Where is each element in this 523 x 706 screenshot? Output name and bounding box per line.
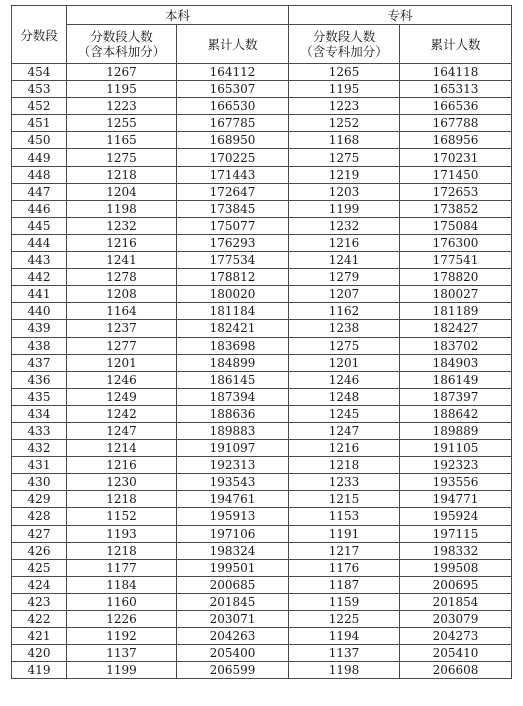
benke-count-cell: 1216 [67,234,177,251]
zhuanke-total-cell: 184903 [400,354,512,371]
benke-count-cell: 1193 [67,525,177,542]
zhuanke-count-cell: 1219 [289,166,400,183]
zhuanke-total-cell: 191105 [400,440,512,457]
zhuanke-total-cell: 166536 [400,98,512,115]
table-row [12,269,512,286]
zhuanke-total-cell: 177541 [400,252,512,269]
benke-count-cell: 1165 [67,132,177,149]
zhuanke-total-cell: 171450 [400,166,512,183]
score-cell: 447 [12,183,67,200]
benke-total-cell: 201845 [177,593,289,610]
zhuanke-count-cell: 1216 [289,234,400,251]
benke-count-cell: 1204 [67,183,177,200]
zhuanke-count-header [289,25,400,64]
score-cell: 426 [12,542,67,559]
benke-count-cell: 1218 [67,542,177,559]
table-row [12,81,512,98]
table-row [12,183,512,200]
benke-total-cell: 177534 [177,252,289,269]
benke-count-cell: 1218 [67,491,177,508]
zhuanke-total-cell: 176300 [400,234,512,251]
score-cell: 435 [12,388,67,405]
table-row [12,491,512,508]
benke-total-cell: 203071 [177,611,289,628]
table-row [12,422,512,439]
zhuanke-total-cell: 201854 [400,593,512,610]
score-cell: 443 [12,252,67,269]
benke-count-cell: 1164 [67,303,177,320]
benke-count-cell: 1237 [67,320,177,337]
zhuanke-total-cell: 194771 [400,491,512,508]
benke-total-cell: 188636 [177,405,289,422]
score-cell: 440 [12,303,67,320]
zhuanke-count-cell: 1153 [289,508,400,525]
table-row [12,252,512,269]
zhuanke-count-cell: 1194 [289,628,400,645]
benke-count-cell: 1218 [67,166,177,183]
score-cell: 454 [12,64,67,81]
benke-count-cell: 1267 [67,64,177,81]
table-row [12,337,512,354]
benke-count-cell: 1199 [67,662,177,679]
score-cell: 451 [12,115,67,132]
score-cell: 453 [12,81,67,98]
zhuanke-total-cell: 192323 [400,457,512,474]
zhuanke-count-cell: 1223 [289,98,400,115]
zhuanke-total-cell: 164118 [400,64,512,81]
benke-total-cell: 192313 [177,457,289,474]
zhuanke-total-cell: 189889 [400,422,512,439]
zhuanke-total-cell: 197115 [400,525,512,542]
zhuanke-count-header-line1: 分数段人数 [312,29,376,44]
score-cell: 442 [12,269,67,286]
zhuanke-count-cell: 1199 [289,200,400,217]
zhuanke-count-cell: 1252 [289,115,400,132]
score-cell: 421 [12,628,67,645]
score-cell: 431 [12,457,67,474]
zhuanke-count-cell: 1203 [289,183,400,200]
table-row [12,388,512,405]
table-row [12,234,512,251]
table-row [12,542,512,559]
table-row [12,559,512,576]
score-cell: 425 [12,559,67,576]
table-row [12,457,512,474]
benke-count-cell: 1255 [67,115,177,132]
score-cell: 446 [12,200,67,217]
score-cell: 419 [12,662,67,679]
benke-total-cell: 206599 [177,662,289,679]
zhuanke-total-cell: 183702 [400,337,512,354]
zhuanke-count-cell: 1232 [289,217,400,234]
score-cell: 441 [12,286,67,303]
table-row [12,320,512,337]
benke-total-cell: 171443 [177,166,289,183]
zhuanke-total-cell: 193556 [400,474,512,491]
zhuanke-count-cell: 1215 [289,491,400,508]
zhuanke-count-cell: 1233 [289,474,400,491]
benke-count-cell: 1232 [67,217,177,234]
header-row-groups [12,6,512,25]
benke-count-cell: 1223 [67,98,177,115]
zhuanke-total-cell: 167788 [400,115,512,132]
zhuanke-count-cell: 1198 [289,662,400,679]
zhuanke-total-cell: 173852 [400,200,512,217]
benke-count-cell: 1208 [67,286,177,303]
header-row-columns [12,25,512,64]
score-cell: 436 [12,371,67,388]
zhuanke-total-cell: 186149 [400,371,512,388]
score-cell: 434 [12,405,67,422]
zhuanke-total-header: 累计人数 [400,25,512,64]
zhuanke-total-cell: 203079 [400,611,512,628]
zhuanke-count-cell: 1248 [289,388,400,405]
zhuanke-total-cell: 206608 [400,662,512,679]
benke-count-cell: 1242 [67,405,177,422]
zhuanke-count-cell: 1207 [289,286,400,303]
table-body [12,64,512,679]
zhuanke-total-cell: 188642 [400,405,512,422]
score-column-header: 分数段 [12,6,67,64]
score-cell: 422 [12,611,67,628]
score-cell: 420 [12,645,67,662]
zhuanke-count-cell: 1246 [289,371,400,388]
score-cell: 430 [12,474,67,491]
benke-total-cell: 178812 [177,269,289,286]
score-cell: 424 [12,576,67,593]
table-row [12,98,512,115]
table-row [12,115,512,132]
benke-total-cell: 183698 [177,337,289,354]
benke-count-cell: 1226 [67,611,177,628]
zhuanke-total-cell: 204273 [400,628,512,645]
benke-total-cell: 205400 [177,645,289,662]
benke-total-cell: 191097 [177,440,289,457]
zhuanke-count-cell: 1238 [289,320,400,337]
score-cell: 423 [12,593,67,610]
table-row [12,371,512,388]
zhuanke-count-cell: 1265 [289,64,400,81]
score-cell: 433 [12,422,67,439]
benke-count-cell: 1247 [67,422,177,439]
zhuanke-count-cell: 1218 [289,457,400,474]
zhuanke-count-cell: 1195 [289,81,400,98]
table-row [12,64,512,81]
benke-total-cell: 200685 [177,576,289,593]
benke-count-cell: 1201 [67,354,177,371]
zhuanke-count-cell: 1247 [289,422,400,439]
benke-count-cell: 1275 [67,149,177,166]
benke-count-cell: 1241 [67,252,177,269]
score-cell: 429 [12,491,67,508]
benke-group-header: 本科 [67,6,289,25]
score-cell: 448 [12,166,67,183]
benke-count-cell: 1277 [67,337,177,354]
score-cell: 445 [12,217,67,234]
zhuanke-total-cell: 200695 [400,576,512,593]
table-row [12,149,512,166]
benke-count-cell: 1214 [67,440,177,457]
benke-total-cell: 167785 [177,115,289,132]
table-row [12,303,512,320]
benke-count-cell: 1230 [67,474,177,491]
benke-total-cell: 175077 [177,217,289,234]
benke-total-cell: 184899 [177,354,289,371]
zhuanke-count-cell: 1275 [289,149,400,166]
zhuanke-total-cell: 165313 [400,81,512,98]
table-row [12,628,512,645]
table-row [12,354,512,371]
zhuanke-count-cell: 1217 [289,542,400,559]
zhuanke-count-cell: 1191 [289,525,400,542]
score-cell: 432 [12,440,67,457]
table-row [12,132,512,149]
benke-total-cell: 189883 [177,422,289,439]
benke-total-cell: 193543 [177,474,289,491]
benke-count-cell: 1195 [67,81,177,98]
table-row [12,525,512,542]
score-cell: 439 [12,320,67,337]
benke-total-cell: 180020 [177,286,289,303]
benke-count-cell: 1184 [67,576,177,593]
score-cell: 452 [12,98,67,115]
table-row [12,576,512,593]
zhuanke-count-cell: 1216 [289,440,400,457]
benke-total-cell: 197106 [177,525,289,542]
benke-total-cell: 170225 [177,149,289,166]
zhuanke-count-cell: 1201 [289,354,400,371]
score-cell: 444 [12,234,67,251]
table-row [12,611,512,628]
score-cell: 428 [12,508,67,525]
table-row [12,286,512,303]
score-cell: 437 [12,354,67,371]
benke-count-cell: 1246 [67,371,177,388]
benke-total-cell: 176293 [177,234,289,251]
score-cell: 427 [12,525,67,542]
benke-count-cell: 1192 [67,628,177,645]
zhuanke-count-cell: 1275 [289,337,400,354]
benke-total-cell: 198324 [177,542,289,559]
benke-total-cell: 164112 [177,64,289,81]
zhuanke-total-cell: 168956 [400,132,512,149]
benke-count-cell: 1216 [67,457,177,474]
score-distribution-table [11,5,512,679]
score-cell: 438 [12,337,67,354]
score-cell: 449 [12,149,67,166]
benke-total-cell: 195913 [177,508,289,525]
zhuanke-total-cell: 195924 [400,508,512,525]
zhuanke-count-cell: 1162 [289,303,400,320]
table-row [12,166,512,183]
benke-count-header [67,25,177,64]
zhuanke-count-cell: 1241 [289,252,400,269]
zhuanke-count-cell: 1187 [289,576,400,593]
table-row [12,440,512,457]
zhuanke-count-cell: 1159 [289,593,400,610]
table-row [12,474,512,491]
benke-count-header-line2: （含本科加分） [77,44,166,59]
benke-total-cell: 172647 [177,183,289,200]
zhuanke-total-cell: 180027 [400,286,512,303]
zhuanke-total-cell: 178820 [400,269,512,286]
zhuanke-count-cell: 1168 [289,132,400,149]
benke-total-cell: 182421 [177,320,289,337]
zhuanke-count-cell: 1225 [289,611,400,628]
benke-total-cell: 173845 [177,200,289,217]
zhuanke-count-cell: 1279 [289,269,400,286]
benke-total-cell: 187394 [177,388,289,405]
zhuanke-count-cell: 1176 [289,559,400,576]
benke-total-cell: 181184 [177,303,289,320]
benke-total-cell: 166530 [177,98,289,115]
zhuanke-total-cell: 170231 [400,149,512,166]
benke-total-cell: 194761 [177,491,289,508]
benke-count-cell: 1137 [67,645,177,662]
benke-count-cell: 1177 [67,559,177,576]
zhuanke-total-cell: 187397 [400,388,512,405]
score-cell: 450 [12,132,67,149]
table-row [12,508,512,525]
zhuanke-count-cell: 1245 [289,405,400,422]
table-row [12,662,512,679]
benke-total-cell: 165307 [177,81,289,98]
zhuanke-total-cell: 181189 [400,303,512,320]
benke-total-header: 累计人数 [177,25,289,64]
benke-total-cell: 199501 [177,559,289,576]
table-row [12,405,512,422]
zhuanke-total-cell: 172653 [400,183,512,200]
zhuanke-total-cell: 198332 [400,542,512,559]
table-row [12,217,512,234]
benke-count-cell: 1278 [67,269,177,286]
benke-total-cell: 204263 [177,628,289,645]
benke-count-cell: 1152 [67,508,177,525]
zhuanke-count-cell: 1137 [289,645,400,662]
zhuanke-total-cell: 205410 [400,645,512,662]
benke-count-cell: 1249 [67,388,177,405]
table-row [12,200,512,217]
benke-count-header-line1: 分数段人数 [90,29,153,44]
zhuanke-total-cell: 175084 [400,217,512,234]
benke-total-cell: 168950 [177,132,289,149]
zhuanke-total-cell: 182427 [400,320,512,337]
benke-count-cell: 1160 [67,593,177,610]
benke-count-cell: 1198 [67,200,177,217]
zhuanke-count-header-line2: （含专科加分） [300,44,388,59]
zhuanke-total-cell: 199508 [400,559,512,576]
table-row [12,593,512,610]
table-row [12,645,512,662]
zhuanke-group-header: 专科 [289,6,512,25]
benke-total-cell: 186145 [177,371,289,388]
